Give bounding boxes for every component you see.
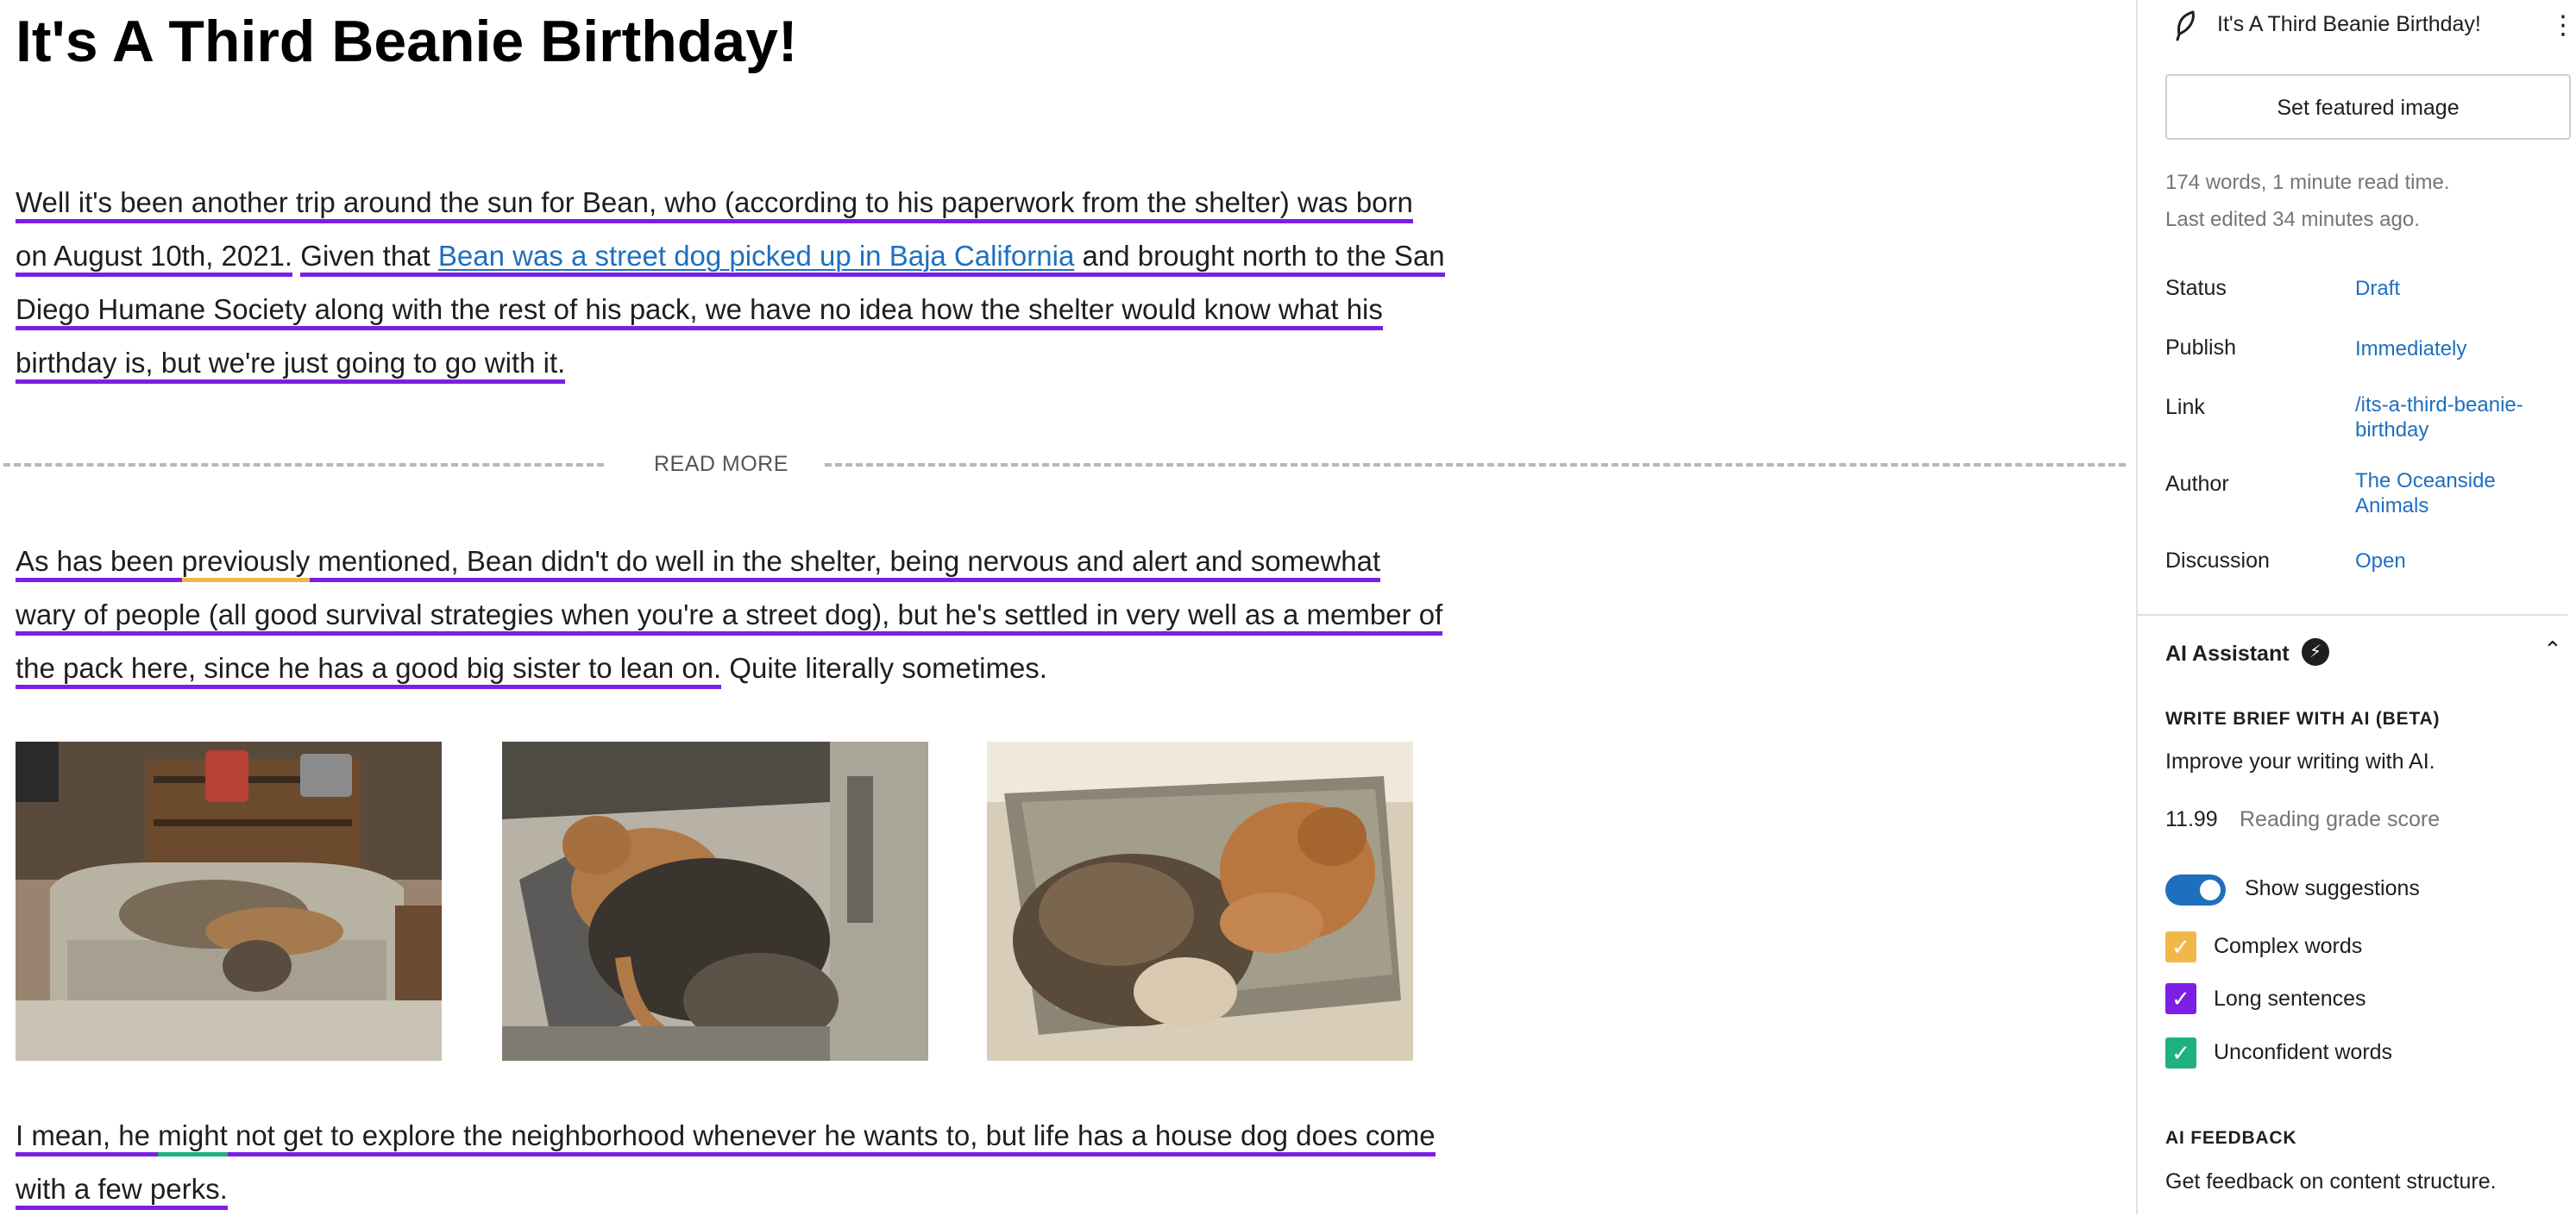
paragraph-text: As has been: [16, 545, 182, 577]
show-suggestions-toggle[interactable]: [2165, 874, 2226, 906]
author-value[interactable]: The Oceanside Animals: [2355, 469, 2496, 517]
paragraph-1[interactable]: [16, 176, 1448, 390]
gallery-image-bed-dogs[interactable]: [987, 742, 1413, 1061]
bed-dogs-photo: [987, 742, 1413, 1061]
paragraph-2[interactable]: [16, 535, 1448, 695]
ai-feedback-description: Get feedback on content structure.: [2165, 1169, 2497, 1194]
chevron-up-icon[interactable]: ⌃: [2543, 636, 2562, 662]
long-sentences-label: Long sentences: [2214, 987, 2366, 1011]
read-more-separator: [0, 448, 2136, 480]
read-more-dash-left: [3, 463, 604, 467]
living-room-photo: [16, 742, 442, 1061]
ai-assistant-title[interactable]: AI Assistant: [2165, 642, 2290, 666]
publish-label: Publish: [2165, 335, 2236, 360]
gallery-image-living-room[interactable]: [16, 742, 442, 1061]
paragraph-text: Given that: [300, 240, 438, 272]
bean-street-dog-link[interactable]: Bean was a street dog picked up in Baja California: [437, 240, 1075, 272]
paragraph-3[interactable]: [16, 1109, 1448, 1216]
publish-value[interactable]: Immediately: [2355, 337, 2467, 360]
reading-grade-value: 11.99: [2165, 807, 2218, 831]
link-value[interactable]: /its-a-third-beanie-birthday: [2355, 393, 2523, 442]
read-more-dash-right: [825, 463, 2126, 467]
word-count: 174 words, 1 minute read time.: [2165, 171, 2450, 194]
post-summary-title: It's A Third Beanie Birthday!: [2217, 12, 2481, 36]
post-summary-header: [2138, 0, 2576, 57]
reading-grade-label: Reading grade score: [2240, 807, 2441, 831]
complex-word-highlight[interactable]: previously: [182, 545, 311, 582]
status-label: Status: [2165, 276, 2227, 300]
status-value[interactable]: Draft: [2355, 277, 2401, 300]
toggle-knob: [2200, 880, 2221, 900]
unconfident-word-highlight[interactable]: might: [158, 1119, 228, 1156]
discussion-value[interactable]: Open: [2355, 549, 2406, 573]
post-title[interactable]: It's A Third Beanie Birthday!: [16, 9, 798, 74]
complex-words-checkbox[interactable]: ✓: [2165, 931, 2196, 962]
discussion-label: Discussion: [2165, 548, 2270, 573]
settings-sidebar: [2136, 0, 2576, 1214]
paragraph-text: and brought north to the San Diego Humane Society along with the rest of his pack, we have no idea how the shelter would know what his birthday is, but we're just going to go with it.: [16, 240, 1445, 379]
gallery-image-chair-dogs[interactable]: [502, 742, 928, 1061]
paragraph-text: I mean, he: [16, 1119, 159, 1151]
panel-divider: [2138, 614, 2567, 616]
write-brief-description: Improve your writing with AI.: [2165, 749, 2435, 774]
ai-feedback-heading: AI FEEDBACK: [2165, 1128, 2297, 1148]
read-more-label: READ MORE: [654, 452, 789, 476]
more-options-icon[interactable]: ⋮: [2550, 11, 2576, 40]
author-label: Author: [2165, 472, 2229, 496]
paragraph-text: Quite literally sometimes.: [721, 652, 1047, 684]
long-sentences-checkbox[interactable]: ✓: [2165, 983, 2196, 1014]
last-edited: Last edited 34 minutes ago.: [2165, 208, 2420, 231]
link-label: Link: [2165, 395, 2205, 419]
long-sentence-highlight[interactable]: Well it's been another trip around the sun for Bean, who (according to his paperwork from the shelter) was born on August 10th, 2021.: [16, 186, 1413, 277]
feather-icon: [2172, 10, 2198, 41]
paragraph-text: not get to explore the neighborhood whenever he wants to, but life has a house dog does come with a few perks.: [16, 1119, 1436, 1205]
paragraph-text: [292, 240, 300, 272]
unconfident-words-checkbox[interactable]: ✓: [2165, 1037, 2196, 1069]
set-featured-image-button[interactable]: Set featured image: [2165, 74, 2571, 140]
chair-dogs-photo: [502, 742, 928, 1061]
show-suggestions-label: Show suggestions: [2245, 876, 2420, 900]
complex-words-label: Complex words: [2214, 934, 2363, 958]
write-brief-heading: WRITE BRIEF WITH AI (BETA): [2165, 709, 2441, 729]
paragraph-text: mentioned, Bean didn't do well in the shelter, being nervous and alert and somewhat wary of people (all good survival strategies when you're a street dog), but he's settled in very well as a member of the pack here, since he has a good big sister to lean on.: [16, 545, 1443, 684]
long-sentence-highlight[interactable]: [16, 1119, 1436, 1210]
jetpack-icon: ⚡: [2302, 638, 2329, 666]
unconfident-words-label: Unconfident words: [2214, 1040, 2393, 1064]
